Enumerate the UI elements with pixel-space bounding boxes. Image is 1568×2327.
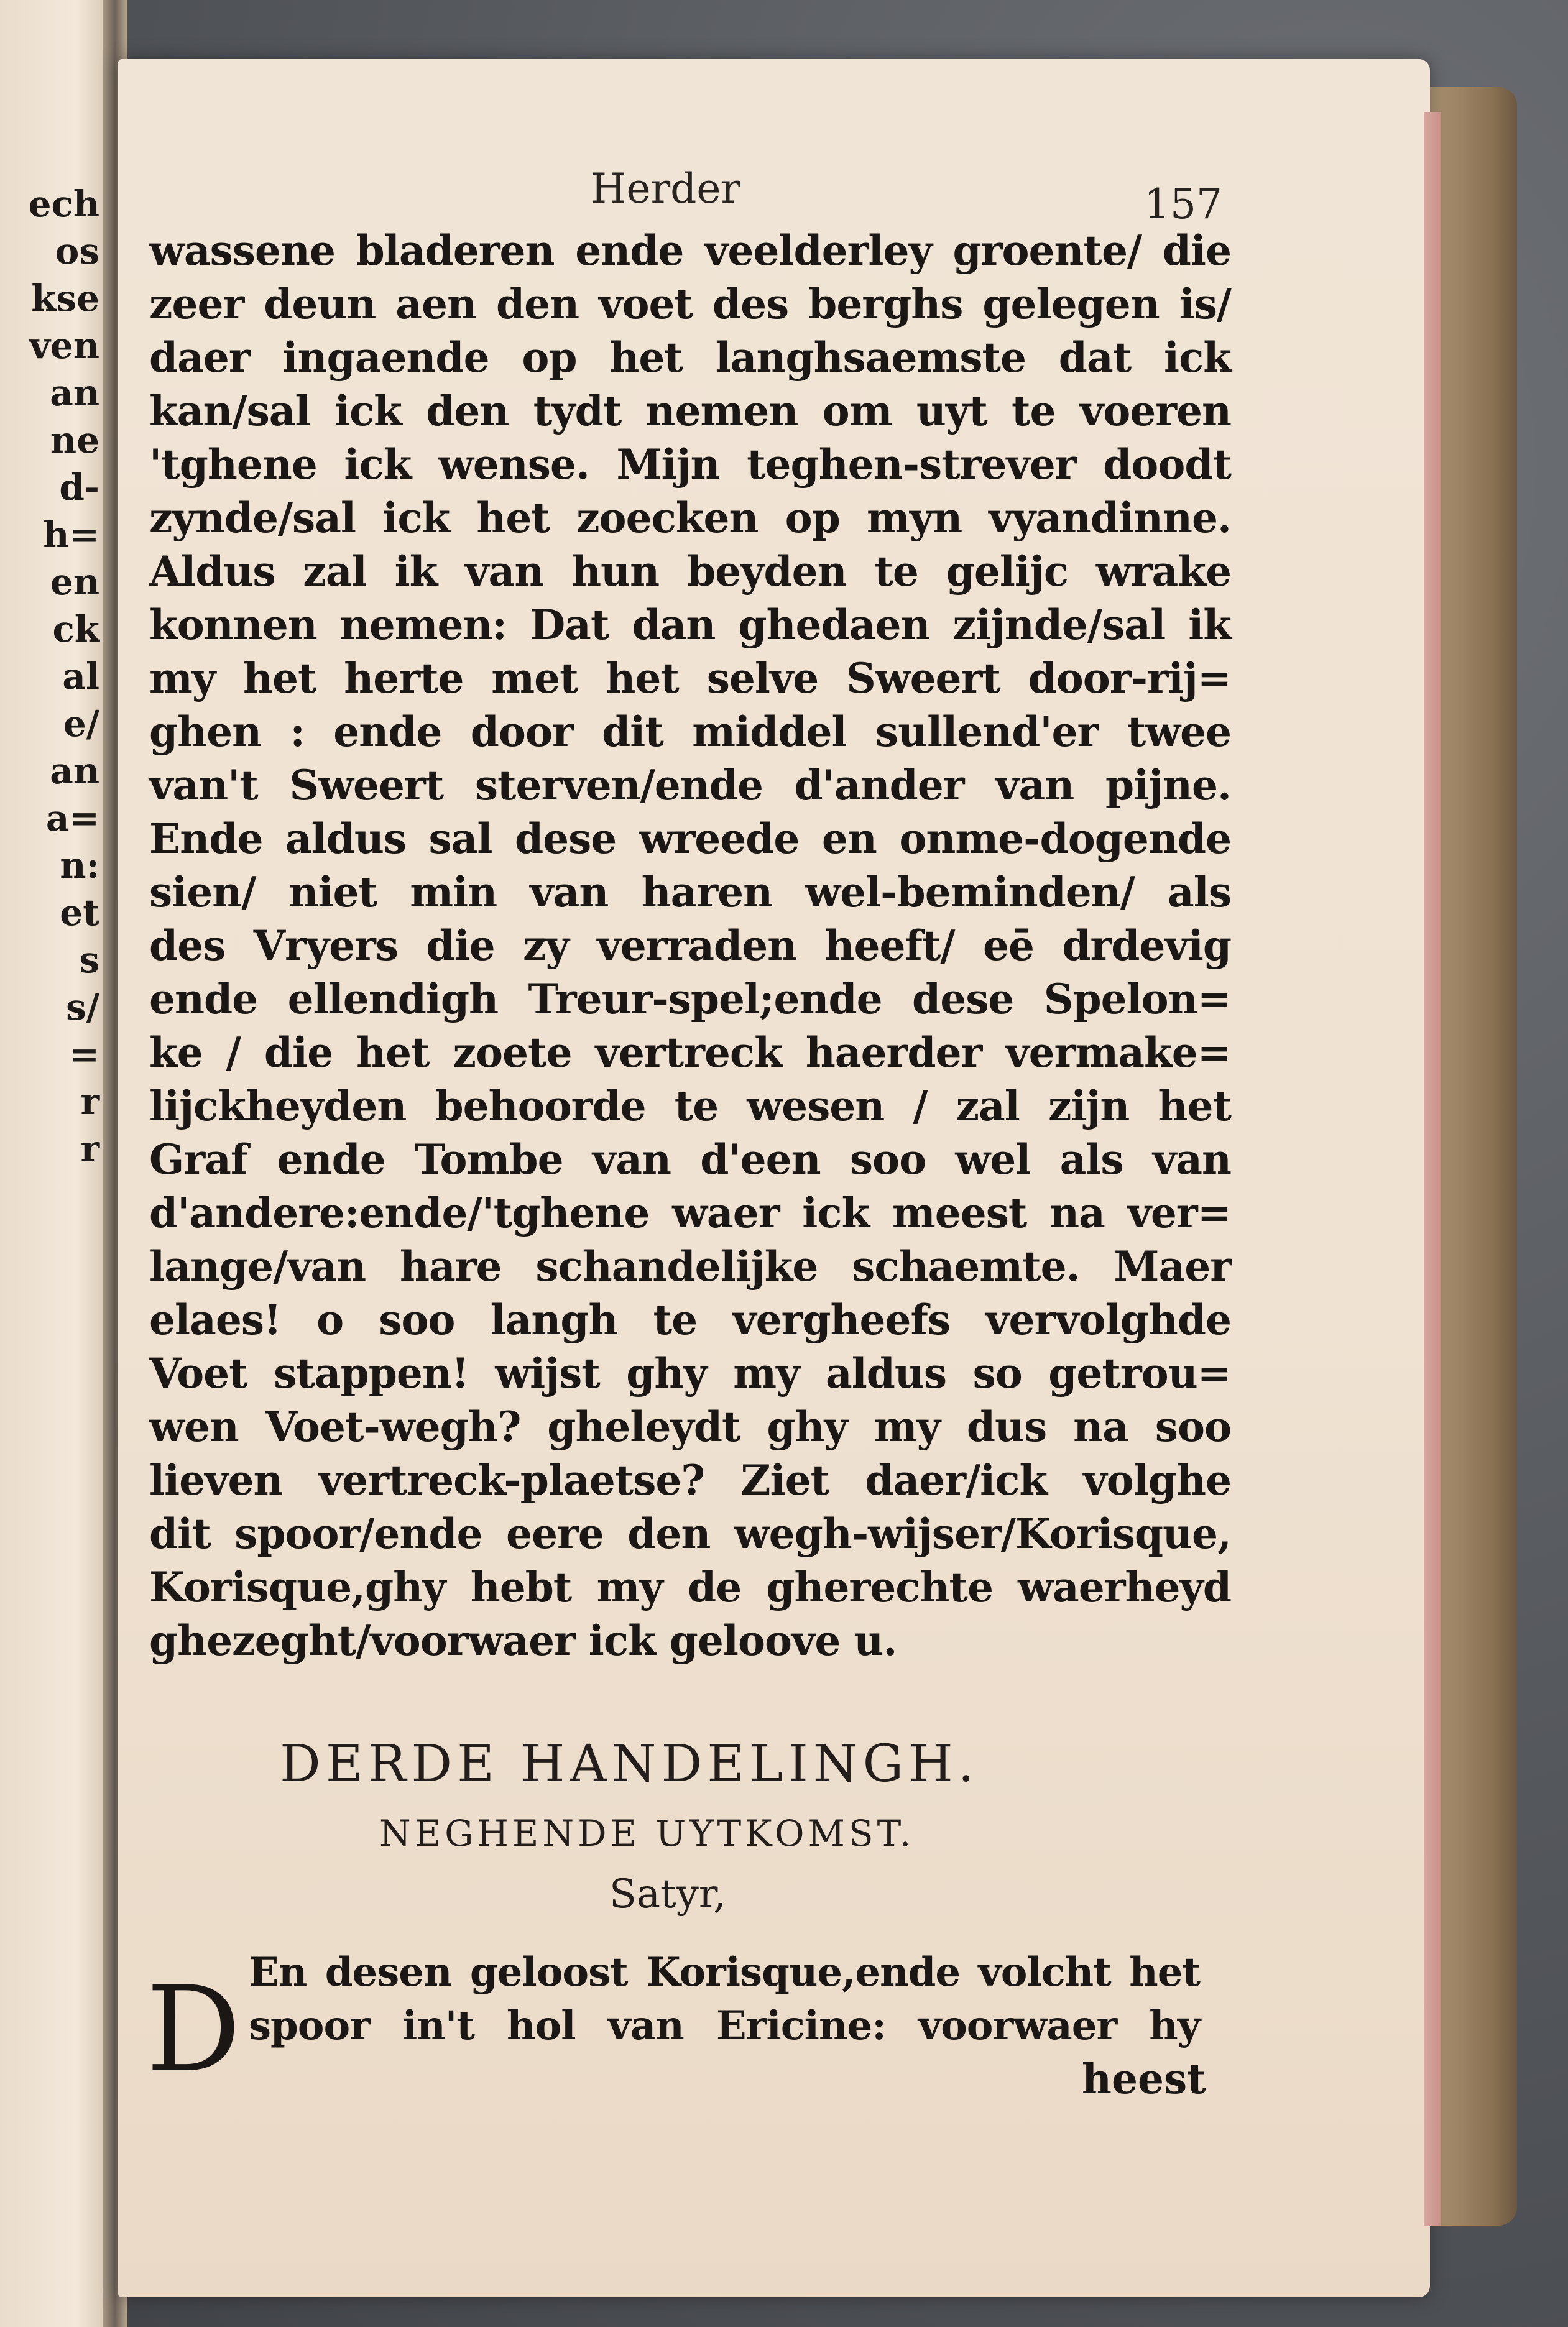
text-line: daer ingaende op het langhsaemste dat ick [149,333,1231,382]
text-line: des Vryers die zy verraden heeft/ eē drdevig [149,921,1231,970]
drop-cap: D [146,1961,241,2098]
text-line: my het herte met het selve Sweert door-rij= [149,654,1231,703]
text-line: zeer deun aen den voet des berghs gelegen is/ [149,280,1231,328]
text-line: lijckheyden behoorde te wesen / zal zijn het [149,1082,1231,1130]
left-page-line: h= [43,514,99,556]
speaker-name: Satyr, [609,1871,726,1917]
left-page-line: an [50,750,99,792]
text-line: 'tghene ick wense. Mijn teghen-strever doodt [149,440,1231,489]
subheading: NEGHENDE UYTKOMST. [379,1812,915,1855]
left-page-line: et [60,892,99,934]
text-line: Voet stappen! wijst ghy my aldus so getrou= [149,1349,1231,1398]
left-page-line: ck [52,608,99,650]
text-line: d'andere:ende/'tghene waer ick meest na ver= [149,1189,1231,1237]
text-line: konnen nemen: Dat dan ghedaen zijnde/sal ik [149,601,1231,649]
text-line: ke / die het zoete vertreck haerder vermake= [149,1028,1231,1077]
left-page-line: r [80,1128,99,1170]
speech-text [249,1946,1200,2053]
speech-line: spoor in't hol van Ericine: voorwaer hy [249,2002,1200,2049]
left-page-line: ech [28,183,99,225]
text-line: Ende aldus sal dese wreede en onme-dogende [149,814,1231,863]
text-line: van't Sweert sterven/ende d'ander van pijne. [149,761,1231,809]
text-line: ghezeght/voorwaer ick geloove u. [149,1616,897,1665]
catchword: heest [1082,2055,1206,2103]
text-line: Aldus zal ik van hun beyden te gelijc wrake [149,547,1231,596]
text-line: lieven vertreck-plaetse? Ziet daer/ick volghe [149,1456,1231,1504]
text-line: wen Voet-wegh? gheleydt ghy my dus na soo [149,1403,1231,1451]
text-line: Korisque,ghy hebt my de gherechte waerheyd [149,1563,1231,1611]
left-page-line: s [79,939,99,981]
speech-line: En desen geloost Korisque,ende volcht het [249,1949,1200,1996]
left-page-line: an [50,372,99,414]
text-line: ende ellendigh Treur-spel;ende dese Spelon= [149,975,1231,1023]
page-number: 157 [1144,180,1222,228]
left-page-line: os [55,230,99,272]
left-page-line: s/ [66,986,99,1028]
section-heading: DERDE HANDELINGH. [280,1735,979,1794]
text-line: wassene bladeren ende veelderley groente/ die [149,226,1231,275]
text-line: dit spoor/ende eere den wegh-wijser/Korisque, [149,1509,1231,1558]
left-page-line: e/ [63,703,99,745]
left-page-line: d- [59,466,99,509]
page-edge-stain [1424,112,1441,2226]
running-head: Herder [591,165,741,213]
left-page-line: ven [29,325,99,367]
text-line: Graf ende Tombe van d'een soo wel als van [149,1135,1231,1184]
left-page-line: kse [31,277,99,320]
left-page-line: r [80,1081,99,1123]
text-line: elaes! o soo langh te vergheefs vervolghde [149,1296,1231,1344]
text-line: sien/ niet min van haren wel-beminden/ als [149,868,1231,916]
left-page [0,0,109,2327]
left-page-line: a= [45,797,99,839]
left-page-line: n: [60,844,99,887]
left-page-line: al [62,655,99,698]
left-page-line: ne [50,419,99,461]
text-line: zynde/sal ick het zoecken op myn vyandinne. [149,494,1231,542]
text-line: lange/van hare schandelijke schaemte. Maer [149,1242,1231,1291]
left-page-line: en [50,561,99,603]
text-line: kan/sal ick den tydt nemen om uyt te voeren [149,387,1231,435]
body-text [149,224,1231,1667]
text-line: ghen : ende door dit middel sullend'er twee [149,707,1231,756]
left-page-line: = [69,1033,99,1076]
